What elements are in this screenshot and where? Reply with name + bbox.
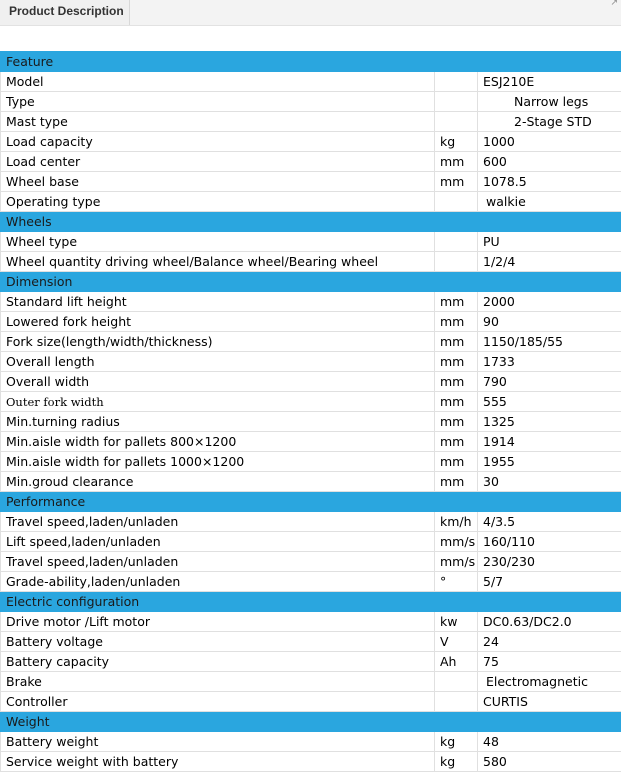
parameter-value: 1078.5 bbox=[478, 172, 621, 192]
table-row bbox=[1, 192, 621, 212]
parameter-value: 160/110 bbox=[478, 532, 621, 552]
parameter-unit: mm bbox=[435, 292, 478, 312]
parameter-name: Overall length bbox=[1, 352, 435, 372]
parameter-unit: mm bbox=[435, 352, 478, 372]
table-row bbox=[1, 432, 621, 452]
parameter-name: Battery voltage bbox=[1, 632, 435, 652]
parameter-value: 2000 bbox=[478, 292, 621, 312]
parameter-unit: mm bbox=[435, 412, 478, 432]
parameter-value: 48 bbox=[478, 732, 621, 752]
section-header bbox=[1, 212, 621, 232]
parameter-value: 75 bbox=[478, 652, 621, 672]
parameter-value: 1/2/4 bbox=[478, 252, 621, 272]
parameter-value: 230/230 bbox=[478, 552, 621, 572]
parameter-name: Fork size(length/width/thickness) bbox=[1, 332, 435, 352]
parameter-value: 1000 bbox=[478, 132, 621, 152]
parameter-unit: mm bbox=[435, 472, 478, 492]
parameter-unit: kg bbox=[435, 752, 478, 772]
parameter-value: PU bbox=[478, 232, 621, 252]
spacer bbox=[0, 26, 621, 51]
table-row bbox=[1, 172, 621, 192]
parameter-unit: kg bbox=[435, 132, 478, 152]
parameter-name: Controller bbox=[1, 692, 435, 712]
parameter-value: 1914 bbox=[478, 432, 621, 452]
parameter-value: 24 bbox=[478, 632, 621, 652]
table-row bbox=[1, 472, 621, 492]
parameter-unit bbox=[435, 112, 478, 132]
parameter-name: Mast type bbox=[1, 112, 435, 132]
table-row bbox=[1, 532, 621, 552]
parameter-unit: km/h bbox=[435, 512, 478, 532]
parameter-value: ESJ210E bbox=[478, 72, 621, 92]
parameter-name: Type bbox=[1, 92, 435, 112]
parameter-value: 90 bbox=[478, 312, 621, 332]
table-row bbox=[1, 632, 621, 652]
table-row bbox=[1, 692, 621, 712]
section-title: Electric configuration bbox=[1, 592, 621, 612]
parameter-unit: ° bbox=[435, 572, 478, 592]
table-row bbox=[1, 672, 621, 692]
parameter-unit bbox=[435, 692, 478, 712]
parameter-name: Wheel type bbox=[1, 232, 435, 252]
table-row bbox=[1, 152, 621, 172]
parameter-name: Drive motor /Lift motor bbox=[1, 612, 435, 632]
parameter-name: Load center bbox=[1, 152, 435, 172]
parameter-value: Electromagnetic bbox=[478, 672, 621, 692]
parameter-name: Travel speed,laden/unladen bbox=[1, 512, 435, 532]
section-header bbox=[1, 52, 621, 72]
parameter-value: DC0.63/DC2.0 bbox=[478, 612, 621, 632]
section-title: Wheels bbox=[1, 212, 621, 232]
parameter-value: 1733 bbox=[478, 352, 621, 372]
parameter-name: Lowered fork height bbox=[1, 312, 435, 332]
section-header bbox=[1, 592, 621, 612]
table-row bbox=[1, 252, 621, 272]
parameter-value: 1150/185/55 bbox=[478, 332, 621, 352]
section-title: Feature bbox=[1, 52, 621, 72]
parameter-name: Min.turning radius bbox=[1, 412, 435, 432]
parameter-value: 2-Stage STD bbox=[478, 112, 621, 132]
table-row bbox=[1, 332, 621, 352]
parameter-name: Overall width bbox=[1, 372, 435, 392]
parameter-unit bbox=[435, 232, 478, 252]
table-row bbox=[1, 352, 621, 372]
table-row bbox=[1, 652, 621, 672]
parameter-unit: mm bbox=[435, 372, 478, 392]
table-row bbox=[1, 292, 621, 312]
parameter-name: Battery capacity bbox=[1, 652, 435, 672]
parameter-unit: mm bbox=[435, 312, 478, 332]
parameter-name: Standard lift height bbox=[1, 292, 435, 312]
parameter-name: Min.aisle width for pallets 1000×1200 bbox=[1, 452, 435, 472]
parameter-unit: mm bbox=[435, 432, 478, 452]
table-row bbox=[1, 112, 621, 132]
parameter-unit: kw bbox=[435, 612, 478, 632]
section-header bbox=[1, 492, 621, 512]
parameter-name: Travel speed,laden/unladen bbox=[1, 552, 435, 572]
parameter-value: 600 bbox=[478, 152, 621, 172]
parameter-unit: mm/s bbox=[435, 552, 478, 572]
table-row bbox=[1, 552, 621, 572]
parameter-unit bbox=[435, 252, 478, 272]
parameter-value: CURTIS bbox=[478, 692, 621, 712]
parameter-name: Service weight with battery bbox=[1, 752, 435, 772]
parameter-unit bbox=[435, 72, 478, 92]
parameter-unit: mm bbox=[435, 392, 478, 412]
parameter-name: Operating type bbox=[1, 192, 435, 212]
parameter-value: 790 bbox=[478, 372, 621, 392]
tab-product-description[interactable]: Product Description bbox=[0, 0, 130, 25]
parameter-value: walkie bbox=[478, 192, 621, 212]
table-row bbox=[1, 412, 621, 432]
parameter-name: Model bbox=[1, 72, 435, 92]
parameter-value: 1955 bbox=[478, 452, 621, 472]
parameter-name: Brake bbox=[1, 672, 435, 692]
parameter-value: 1325 bbox=[478, 412, 621, 432]
parameter-value: 555 bbox=[478, 392, 621, 412]
table-row bbox=[1, 452, 621, 472]
parameter-unit: mm bbox=[435, 152, 478, 172]
parameter-name: Load capacity bbox=[1, 132, 435, 152]
parameter-name: Wheel base bbox=[1, 172, 435, 192]
parameter-unit: Ah bbox=[435, 652, 478, 672]
parameter-name: Wheel quantity driving wheel/Balance wheel/Bearing wheel bbox=[1, 252, 435, 272]
parameter-unit: mm bbox=[435, 332, 478, 352]
parameter-unit bbox=[435, 92, 478, 112]
parameter-name: Min.groud clearance bbox=[1, 472, 435, 492]
section-title: Performance bbox=[1, 492, 621, 512]
parameter-unit: V bbox=[435, 632, 478, 652]
table-row bbox=[1, 512, 621, 532]
parameter-unit: mm bbox=[435, 452, 478, 472]
table-row bbox=[1, 72, 621, 92]
table-row bbox=[1, 572, 621, 592]
expand-icon[interactable]: ↗ bbox=[610, 0, 618, 8]
parameter-name: Lift speed,laden/unladen bbox=[1, 532, 435, 552]
table-row bbox=[1, 232, 621, 252]
table-row bbox=[1, 732, 621, 752]
parameter-unit: mm bbox=[435, 172, 478, 192]
parameter-unit bbox=[435, 192, 478, 212]
parameter-value: 580 bbox=[478, 752, 621, 772]
section-header bbox=[1, 272, 621, 292]
section-header bbox=[1, 712, 621, 732]
tab-bar bbox=[0, 0, 621, 26]
table-row bbox=[1, 312, 621, 332]
parameter-unit bbox=[435, 672, 478, 692]
parameter-unit: kg bbox=[435, 732, 478, 752]
parameter-value: 5/7 bbox=[478, 572, 621, 592]
parameter-name: Grade-ability,laden/unladen bbox=[1, 572, 435, 592]
parameter-name: Outer fork width bbox=[1, 392, 435, 412]
table-row bbox=[1, 752, 621, 772]
table-row bbox=[1, 392, 621, 412]
spec-table bbox=[0, 51, 621, 772]
table-row bbox=[1, 372, 621, 392]
parameter-name: Min.aisle width for pallets 800×1200 bbox=[1, 432, 435, 452]
parameter-name: Battery weight bbox=[1, 732, 435, 752]
parameter-value: 4/3.5 bbox=[478, 512, 621, 532]
table-row bbox=[1, 92, 621, 112]
table-row bbox=[1, 612, 621, 632]
table-row bbox=[1, 132, 621, 152]
spec-table-body bbox=[1, 52, 621, 772]
parameter-unit: mm/s bbox=[435, 532, 478, 552]
section-title: Dimension bbox=[1, 272, 621, 292]
parameter-value: Narrow legs bbox=[478, 92, 621, 112]
section-title: Weight bbox=[1, 712, 621, 732]
parameter-value: 30 bbox=[478, 472, 621, 492]
